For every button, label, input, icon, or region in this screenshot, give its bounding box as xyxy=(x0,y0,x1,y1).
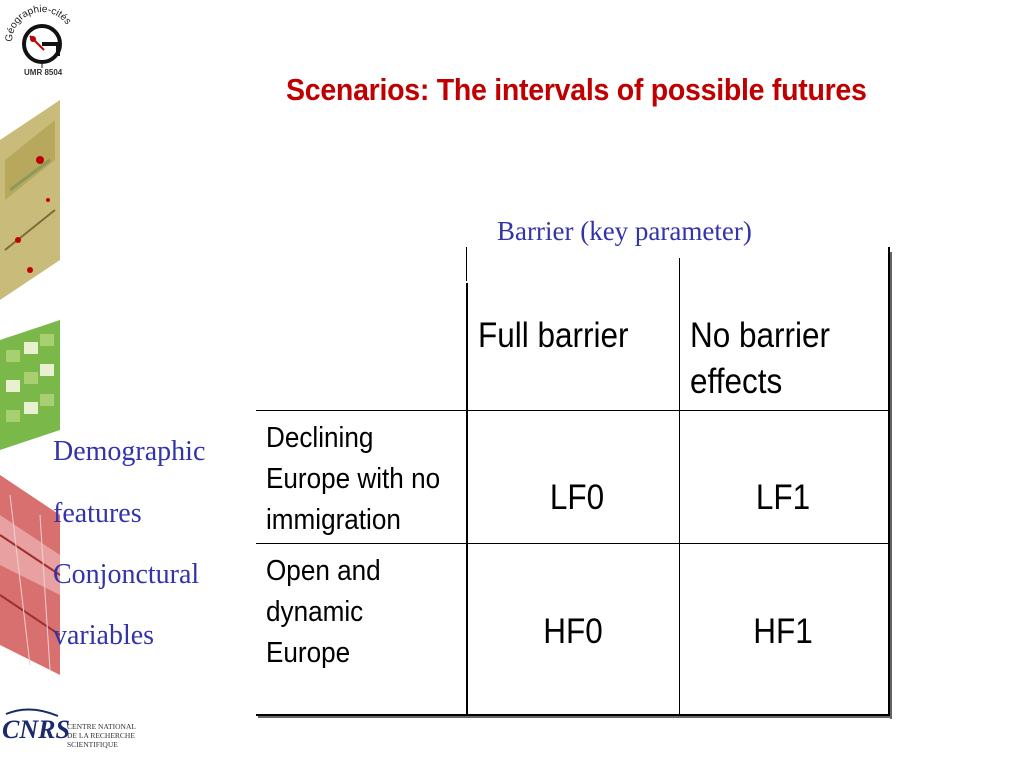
table-right-shadow xyxy=(890,252,892,719)
logo-arc-text: Géographie-cités xyxy=(3,3,74,43)
cnrs-caption: CENTRE NATIONAL DE LA RECHERCHE SCIENTIFIQUE xyxy=(67,722,136,749)
table-hline-mid xyxy=(256,543,890,544)
table-hline-header xyxy=(256,410,890,411)
map-strip-3 xyxy=(0,475,60,675)
logo-caption: UMR 8504 xyxy=(24,68,63,77)
side-label-features: features xyxy=(53,498,142,529)
table-top-tick xyxy=(466,247,467,281)
cnrs-logo-text: CNRS xyxy=(2,715,70,744)
table-vline-1 xyxy=(466,283,468,716)
cell-lf0: LF0 xyxy=(549,478,605,517)
barrier-header-label: Barrier (key parameter) xyxy=(497,216,752,246)
map-strip-2 xyxy=(0,320,60,450)
table-vline-2 xyxy=(679,258,680,716)
cell-hf1: HF1 xyxy=(753,612,813,651)
cell-hf0: HF0 xyxy=(543,612,603,651)
row-header-open-europe: Open and dynamic Europe xyxy=(266,555,381,669)
slide-title: Scenarios: The intervals of possible futures xyxy=(286,72,867,107)
column-header-full-barrier: Full barrier xyxy=(478,316,629,355)
side-label-conjonctural: Conjonctural xyxy=(53,559,200,590)
table-bottom-shadow xyxy=(258,716,892,718)
map-strip-1 xyxy=(0,100,60,300)
row-header-declining-europe: Declining Europe with no immigration xyxy=(266,422,441,536)
side-label-variables: variables xyxy=(53,620,155,651)
side-label-demographic: Demographic xyxy=(53,436,206,467)
cell-lf1: LF1 xyxy=(755,478,811,517)
column-header-no-barrier: No barrier effects xyxy=(690,316,831,401)
